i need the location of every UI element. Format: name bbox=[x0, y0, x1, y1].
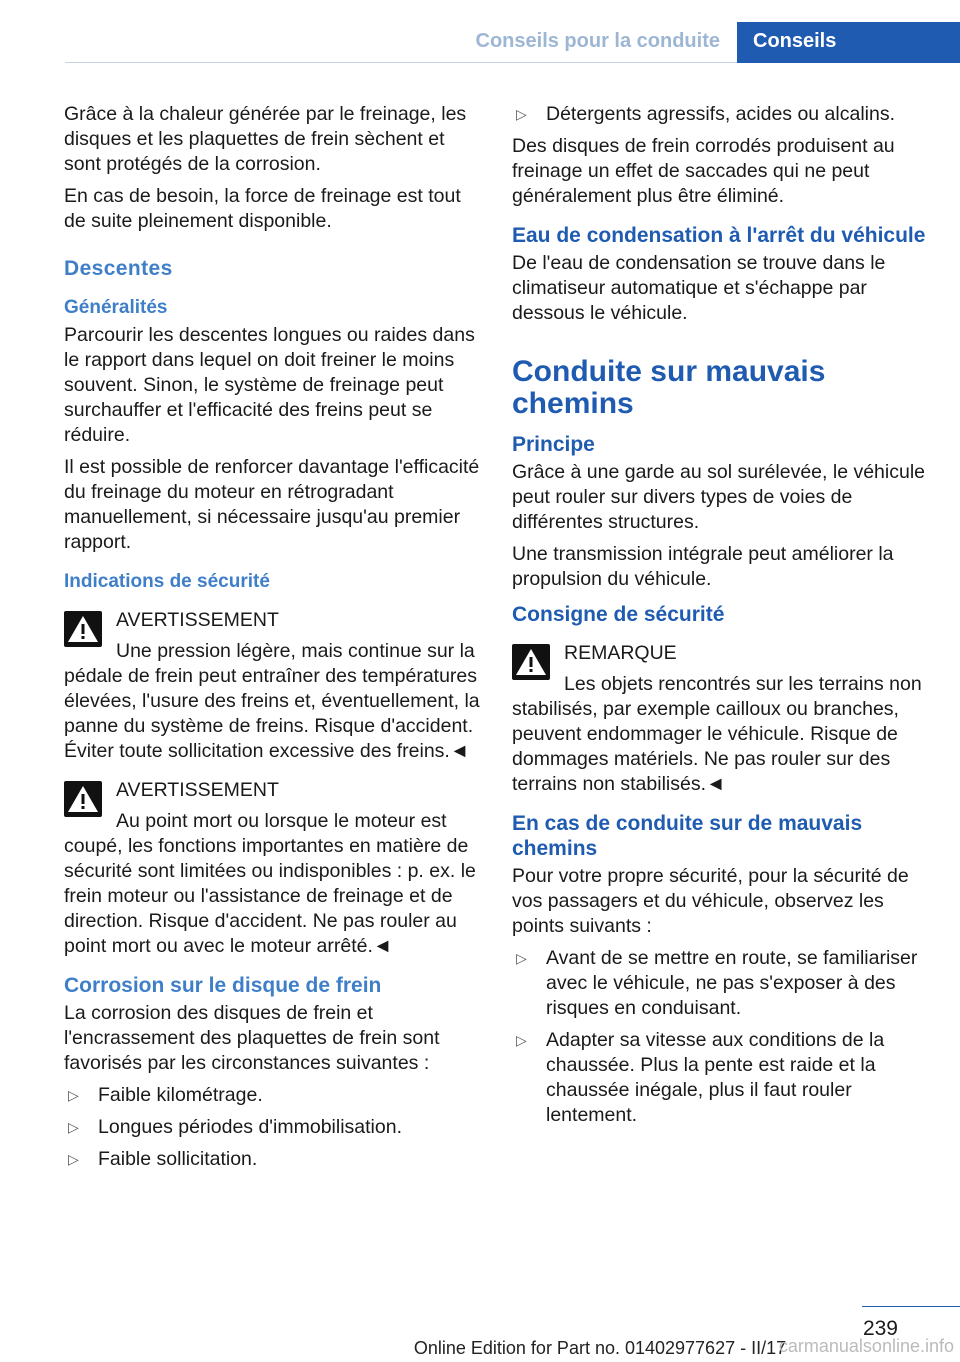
section-tab-label: Conseils bbox=[753, 30, 837, 52]
warning-title: AVERTISSEMENT bbox=[116, 609, 279, 631]
bullet-list bbox=[512, 102, 930, 127]
paragraph: Il est possible de renforcer davantage l'efficacité du freinage du moteur en rétrogradant manuellement, si nécessaire jusqu'au premier rapport. bbox=[64, 456, 480, 553]
page-number: 239 bbox=[862, 1317, 898, 1340]
footer-rule bbox=[862, 1306, 960, 1307]
breadcrumb: Conseils pour la conduite bbox=[475, 30, 720, 52]
bullet-list bbox=[64, 1083, 482, 1172]
triangle-bullet-icon: ▷ bbox=[68, 1087, 79, 1103]
triangle-bullet-icon: ▷ bbox=[68, 1151, 79, 1167]
subheading-principe: Principe bbox=[512, 433, 595, 456]
warning-triangle-icon bbox=[64, 611, 102, 647]
warning-triangle-icon bbox=[64, 781, 102, 817]
list-item: ▷ Avant de se mettre en route, se familiariser avec le véhicule, ne pas s'exposer à des risques en conduisant. bbox=[516, 947, 918, 1019]
subheading-cas: En cas de conduite sur de mauvais chemins bbox=[512, 812, 863, 860]
paragraph: Une transmission intégrale peut améliorer la propulsion du véhicule. bbox=[512, 543, 894, 590]
paragraph: Pour votre propre sécurité, pour la sécurité de vos passagers et du véhicule, observez les points suivants : bbox=[512, 865, 909, 937]
subheading-corrosion: Corrosion sur le disque de frein bbox=[64, 974, 382, 997]
warning-triangle-icon bbox=[512, 644, 550, 680]
left-column bbox=[64, 102, 482, 1179]
note-title: REMARQUE bbox=[564, 642, 677, 664]
paragraph: En cas de besoin, la force de freinage est tout de suite pleinement disponible. bbox=[64, 185, 461, 232]
triangle-bullet-icon: ▷ bbox=[516, 106, 527, 122]
subheading-condensation: Eau de condensation à l'arrêt du véhicule bbox=[512, 224, 926, 247]
paragraph: La corrosion des disques de frein et l'encrassement des plaquettes de frein sont favorisés par les circonstances suivantes : bbox=[64, 1002, 440, 1074]
right-column bbox=[512, 102, 930, 1135]
list-item: ▷ Faible sollicitation. bbox=[68, 1148, 258, 1170]
note-block bbox=[512, 641, 930, 797]
paragraph: Grâce à une garde au sol surélevée, le véhicule peut rouler sur divers types de voies de différentes structures. bbox=[512, 461, 926, 533]
chapter-heading: Conduite sur mauvais chemins bbox=[512, 355, 826, 420]
warning-text: Une pression légère, mais continue sur la pédale de frein peut entraîner des températures élevées, l'usure des freins et, éventuellement, la panne du système de freins. Risque d'accident. Éviter toute sollicitation excessive des freins.◄ bbox=[64, 640, 480, 762]
paragraph: Parcourir les descentes longues ou raides dans le rapport dans lequel on doit freiner le moins souvent. Sinon, le système de freinage peut surchauffer et l'efficacité des freins peut se réduire. bbox=[64, 324, 475, 446]
list-item: ▷ Détergents agressifs, acides ou alcalins. bbox=[516, 103, 896, 125]
triangle-bullet-icon: ▷ bbox=[68, 1119, 79, 1135]
watermark: carmanualsonline.info bbox=[778, 1336, 954, 1356]
edition-text: Online Edition for Part no. 01402977627 - II/17 bbox=[413, 1338, 787, 1358]
bullet-list bbox=[512, 946, 930, 1128]
list-item: ▷ Longues périodes d'immobilisation. bbox=[68, 1116, 402, 1138]
paragraph: Grâce à la chaleur générée par le freinage, les disques et les plaquettes de frein sèchent et sont protégés de la corrosion. bbox=[64, 103, 467, 175]
note-text: Les objets rencontrés sur les terrains non stabilisés, par exemple cailloux ou branches, peuvent endommager le véhicule. Risque de dommages matériels. Ne pas rouler sur des terrains non stabilisés.◄ bbox=[512, 673, 922, 795]
warning-title: AVERTISSEMENT bbox=[116, 779, 279, 801]
warning-text: Au point mort ou lorsque le moteur est coupé, les fonctions importantes en matière de sécurité sont limitées ou indisponibles : p. ex. le frein moteur ou l'assistance de freinage et de direction. Risque d'accident. Ne pas rouler au point mort ou avec le moteur arrêté.◄ bbox=[64, 810, 476, 957]
subheading-consigne: Consigne de sécurité bbox=[512, 603, 725, 626]
list-item: ▷ Faible kilométrage. bbox=[68, 1084, 263, 1106]
triangle-bullet-icon: ▷ bbox=[516, 950, 527, 966]
section-tab bbox=[737, 22, 960, 63]
warning-block bbox=[64, 608, 482, 764]
subheading-securite: Indications de sécurité bbox=[64, 571, 270, 592]
warning-block bbox=[64, 778, 482, 959]
list-item: ▷ Adapter sa vitesse aux conditions de la chaussée. Plus la pente est raide et la chaussée inégale, plus il faut rouler lentement. bbox=[516, 1029, 885, 1126]
triangle-bullet-icon: ▷ bbox=[516, 1032, 527, 1048]
paragraph: De l'eau de condensation se trouve dans le climatiseur automatique et s'échappe par dessous le véhicule. bbox=[512, 252, 886, 324]
paragraph: Des disques de frein corrodés produisent au freinage un effet de saccades qui ne peut généralement plus être éliminé. bbox=[512, 135, 895, 207]
section-heading-descentes: Descentes bbox=[64, 257, 173, 280]
subheading-generalites: Généralités bbox=[64, 297, 168, 318]
